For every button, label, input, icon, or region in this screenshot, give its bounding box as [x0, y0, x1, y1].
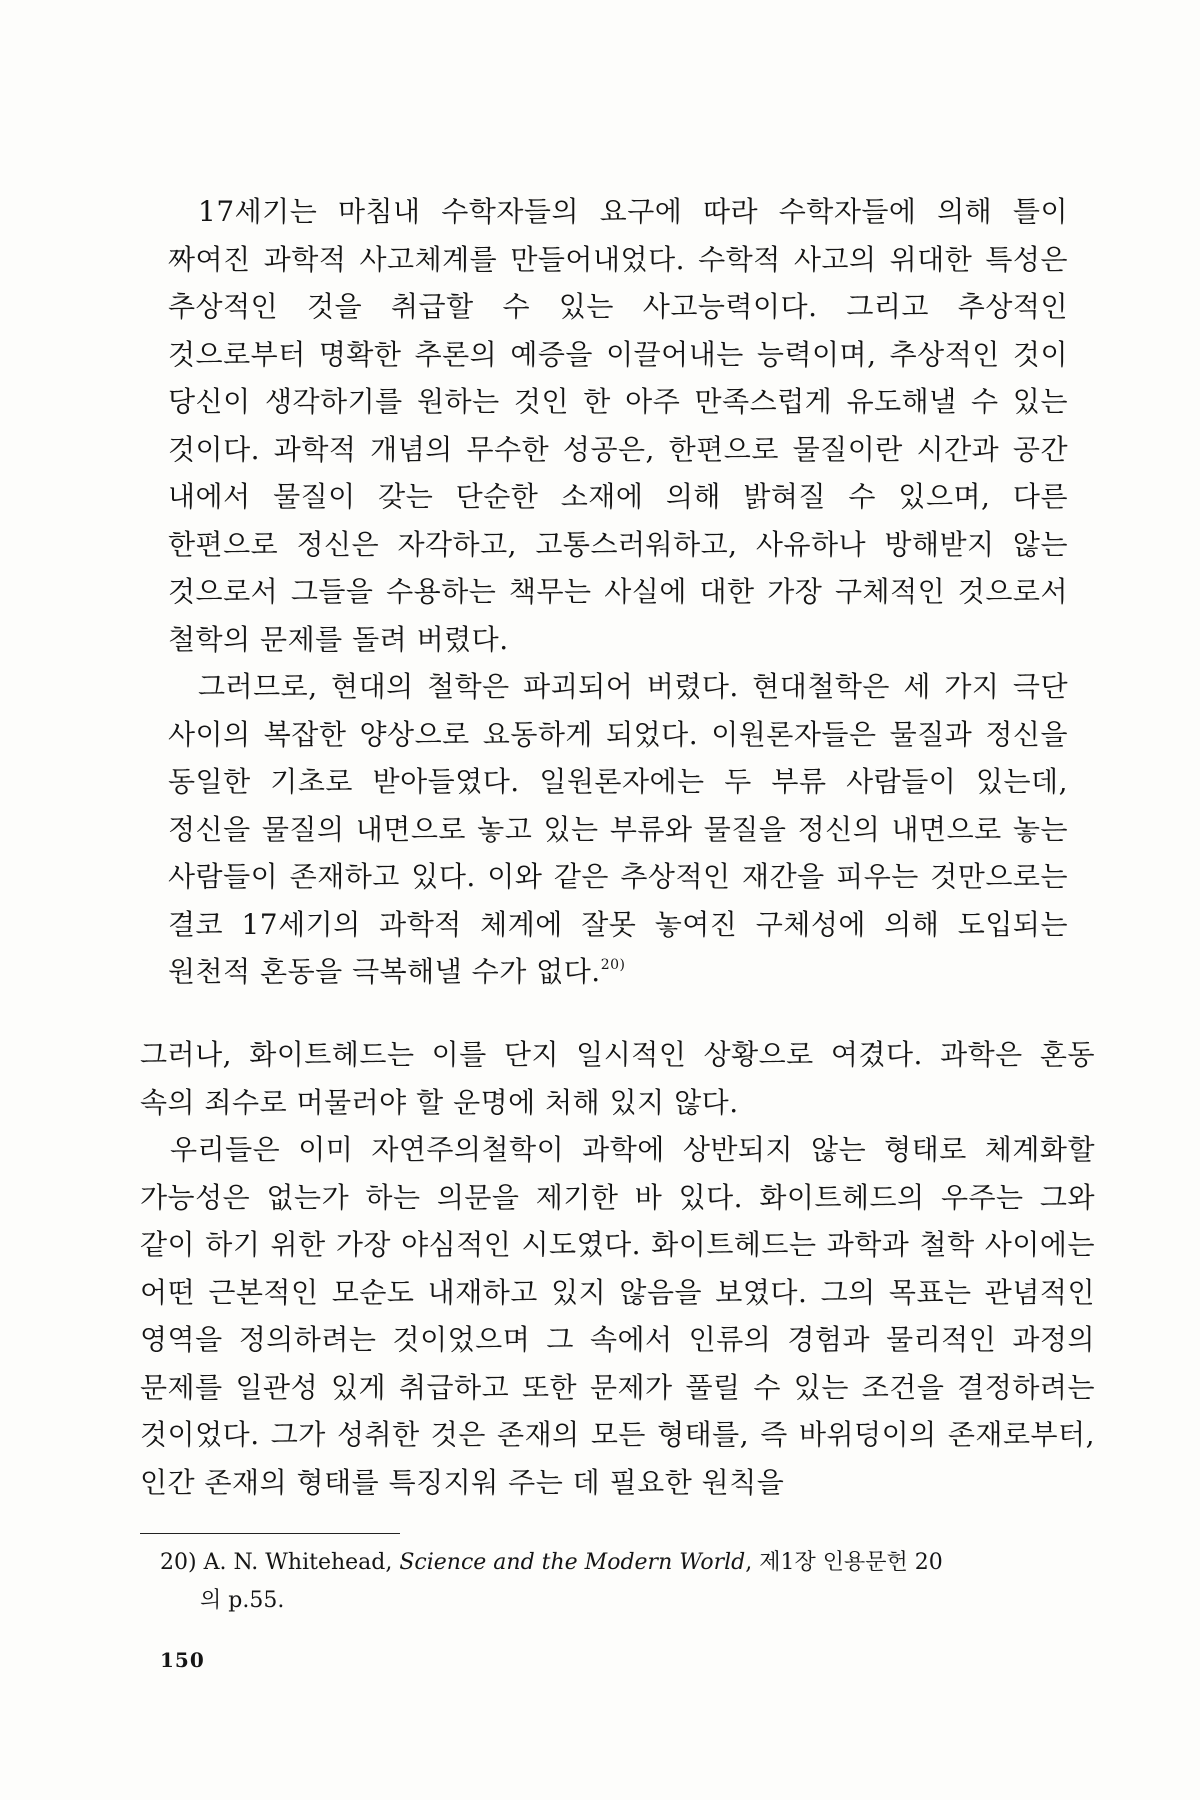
footnote: [160, 1544, 1080, 1620]
quote-paragraph-2-text: 그러므로, 현대의 철학은 파괴되어 버렸다. 현대철학은 세 가지 극단 사이의 복잡한 양상으로 요동하게 되었다. 이원론자들은 물질과 정신을 동일한 기초로 받아들였다. 일원론자에는 두 부류 사람들이 있는데, 정신을 물질의 내면으로 놓고 있는 부류와 물질을 정신의 내면으로 놓는 사람들이 존재하고 있다. 이와 같은 추상적인 재간을 피우는 것만으로는 결코 17세기의 과학적 체계에 잘못 놓여진 구체성에 의해 도입되는 원천적 혼동을 극복해낼 수가 없다.: [168, 670, 1068, 988]
footnote-line-2: 의 p.55.: [200, 1588, 285, 1613]
footnote-rest: , 제1장 인용문헌 20: [745, 1550, 943, 1575]
page-number: 150: [160, 1648, 205, 1672]
quote-paragraph-2: [168, 663, 1068, 996]
quote-paragraph-1: 17세기는 마침내 수학자들의 요구에 따라 수학자들에 의해 틀이 짜여진 과학적 사고체계를 만들어내었다. 수학적 사고의 위대한 특성은 추상적인 것을 취급할 수 있는 사고능력이다. 그리고 추상적인 것으로부터 명확한 추론의 예증을 이끌어내는 능력이며, 추상적인 것이 당신이 생각하기를 원하는 것인 한 아주 만족스럽게 유도해낼 수 있는 것이다. 과학적 개념의 무수한 성공은, 한편으로 물질이란 시간과 공간 내에서 물질이 갖는 단순한 소재에 의해 밝혀질 수 있으며, 다른 한편으로 정신은 자각하고, 고통스러워하고, 사유하나 방해받지 않는 것으로서 그들을 수용하는 책무는 사실에 대한 가장 구체적인 것으로서 철학의 문제를 돌려 버렸다.: [168, 195, 1068, 656]
block-quote: [168, 188, 1068, 996]
footnote-title: Science and the Modern World: [399, 1550, 746, 1575]
body-paragraph-2: 우리들은 이미 자연주의철학이 과학에 상반되지 않는 형태로 체계화할 가능성은 없는가 하는 의문을 제기한 바 있다. 화이트헤드의 우주는 그와 같이 하기 위한 가장 야심적인 시도였다. 화이트헤드는 과학과 철학 사이에는 어떤 근본적인 모순도 내재하고 있지 않음을 보였다. 그의 목표는 관념적인 영역을 정의하려는 것이었으며 그 속에서 인류의 경험과 물리적인 과정의 문제를 일관성 있게 취급하고 또한 문제가 풀릴 수 있는 조건을 결정하려는 것이었다. 그가 성취한 것은 존재의 모든 형태를, 즉 바위덩이의 존재로부터, 인간 존재의 형태를 특징지워 주는 데 필요한 원칙을: [140, 1133, 1095, 1499]
footnote-marker: 20): [160, 1550, 197, 1575]
footnote-reference: 20): [600, 957, 626, 973]
footnote-author: A. N. Whitehead,: [203, 1550, 393, 1575]
footnote-divider: [140, 1533, 400, 1534]
body-paragraph-1: 그러나, 화이트헤드는 이를 단지 일시적인 상황으로 여겼다. 과학은 혼동 속의 죄수로 머물러야 할 운명에 처해 있지 않다.: [140, 1038, 1095, 1119]
body-text: [140, 1031, 1095, 1506]
